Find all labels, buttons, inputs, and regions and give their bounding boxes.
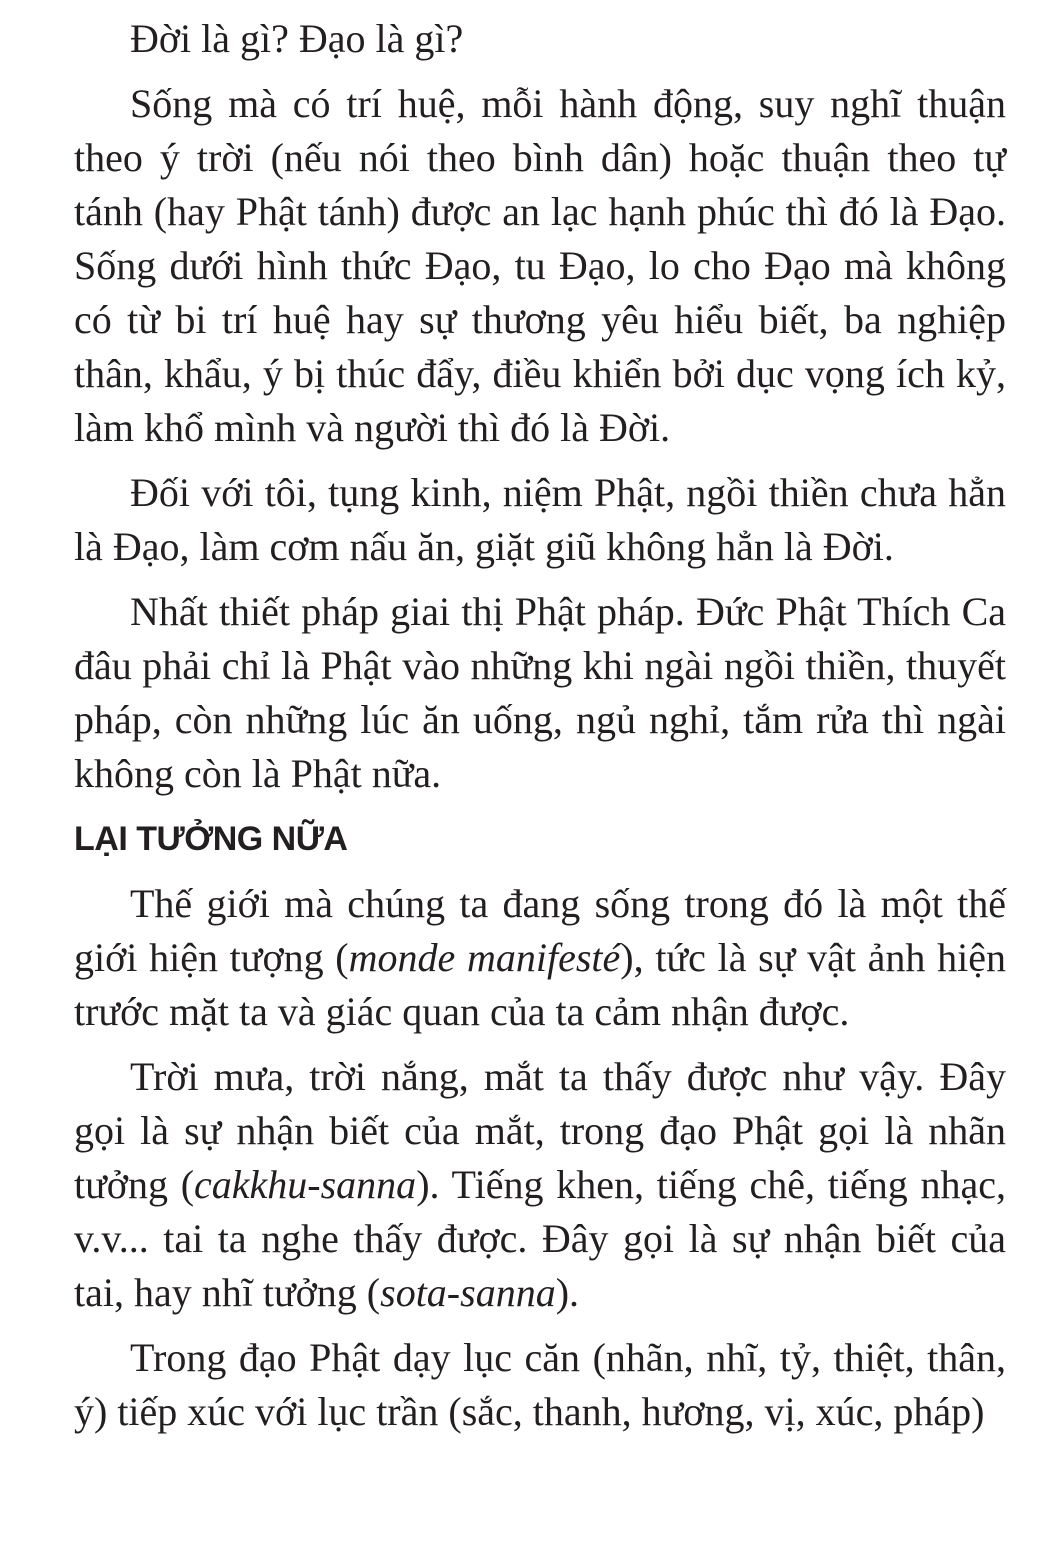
paragraph-perception-examples (74, 1050, 1006, 1320)
paragraph-buddha-dharma: Nhất thiết pháp giai thị Phật pháp. Đức Phật Thích Ca đâu phải chỉ là Phật vào những khi ngài ngồi thiền, thuyết pháp, còn những lúc ăn uống, ngủ nghỉ, tắm rửa thì ngài không còn là Phật nữa. (74, 589, 1006, 796)
paragraph-question: Đời là gì? Đạo là gì? (130, 16, 464, 61)
foreign-term: cakkhu-sanna (194, 1162, 417, 1207)
foreign-term: sota-sanna (380, 1270, 556, 1315)
text-span: ). Tiếng khen, tiếng chê, tiếng nhạc, v.v... tai ta nghe thấy được. Đây gọi là sự nhận biết của tai, hay nhĩ tưởng ( (74, 1162, 1006, 1315)
text-span: Thế giới mà chúng ta đang sống trong đó là một thế giới hiện tượng ( (74, 881, 1006, 980)
text-span: ). (555, 1270, 580, 1315)
book-page (74, 12, 1006, 1450)
text-span: ), tức là sự vật ảnh hiện trước mặt ta và giác quan của ta cảm nhận được. (74, 935, 1007, 1034)
foreign-term: monde manifesté (348, 935, 621, 980)
paragraph-phenomenal-world (74, 877, 1006, 1039)
text-span: Trời mưa, trời nắng, mắt ta thấy được như vậy. Đây gọi là sự nhận biết của mắt, trong đạo Phật gọi là nhãn tưởng ( (74, 1054, 1006, 1207)
paragraph-dao-doi-definition: Sống mà có trí huệ, mỗi hành động, suy nghĩ thuận theo ý trời (nếu nói theo bình dân) hoặc thuận theo tự tánh (hay Phật tánh) được an lạc hạnh phúc thì đó là Đạo. Sống dưới hình thức Đạo, tu Đạo, lo cho Đạo mà không có từ bi trí huệ hay sự thương yêu hiểu biết, ba nghiệp thân, khẩu, ý bị thúc đẩy, điều khiển bởi dục vọng ích kỷ, làm khổ mình và người thì đó là Đời. (74, 81, 1006, 450)
paragraph-six-senses: Trong đạo Phật dạy lục căn (nhãn, nhĩ, tỷ, thiệt, thân, ý) tiếp xúc với lục trần (sắc, thanh, hương, vị, xúc, pháp) (74, 1335, 1006, 1434)
paragraph-personal-view: Đối với tôi, tụng kinh, niệm Phật, ngồi thiền chưa hẳn là Đạo, làm cơm nấu ăn, giặt giũ không hẳn là Đời. (74, 470, 1006, 569)
section-heading: LẠI TƯỞNG NỮA (74, 820, 348, 858)
